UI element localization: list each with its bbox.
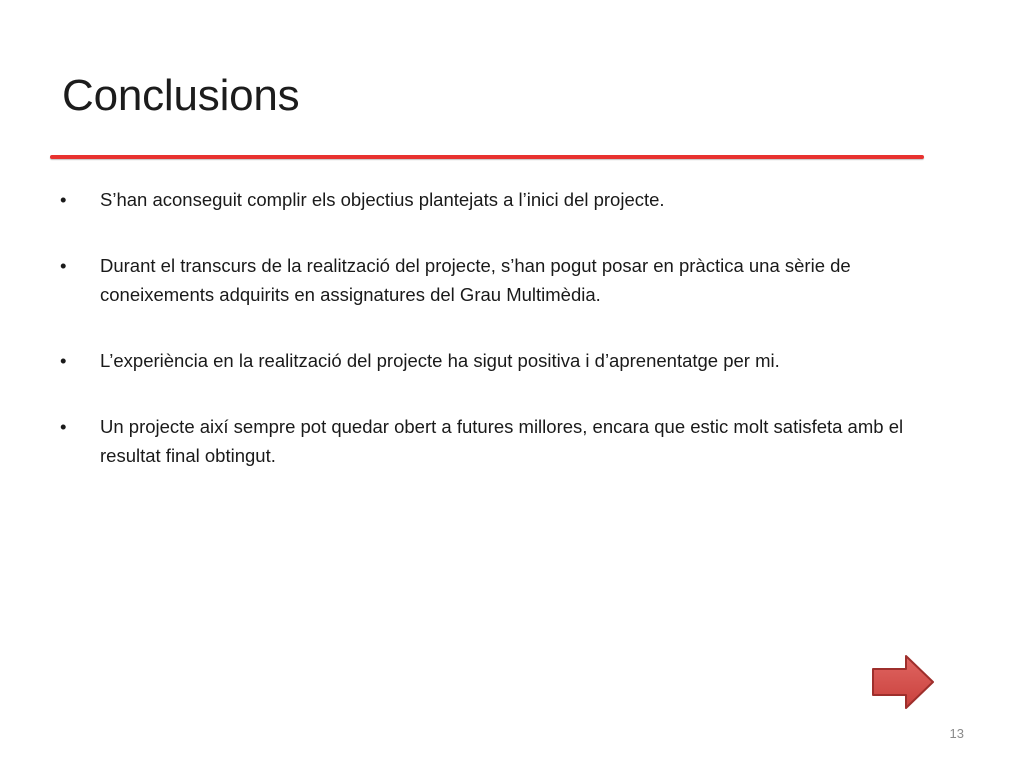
right-arrow-shape <box>870 653 936 711</box>
bullet-marker: • <box>60 416 67 437</box>
right-arrow-icon[interactable] <box>870 653 936 711</box>
bullet-marker: • <box>60 189 67 210</box>
bullet-text: Durant el transcurs de la realització del projecte, s’han pogut posar en pràctica una sèrie de coneixements adquirits en assignatures del Grau Multimèdia. <box>100 255 851 305</box>
bullet-item <box>60 185 960 214</box>
bullet-list <box>60 185 960 470</box>
bullet-text: Un projecte així sempre pot quedar obert a futures millores, encara que estic molt satisfeta amb el resultat final obtingut. <box>100 416 904 466</box>
page-number: 13 <box>949 726 964 741</box>
bullet-item <box>60 251 960 309</box>
bullet-item <box>60 412 960 470</box>
bullet-marker: • <box>60 350 67 371</box>
slide-title: Conclusions <box>62 71 300 120</box>
bullet-marker: • <box>60 255 67 276</box>
bullet-text: L’experiència en la realització del projecte ha sigut positiva i d’aprenentatge per mi. <box>100 350 780 371</box>
bullet-item <box>60 346 960 375</box>
bullet-text: S’han aconseguit complir els objectius plantejats a l’inici del projecte. <box>100 189 665 210</box>
title-underline <box>50 155 924 159</box>
